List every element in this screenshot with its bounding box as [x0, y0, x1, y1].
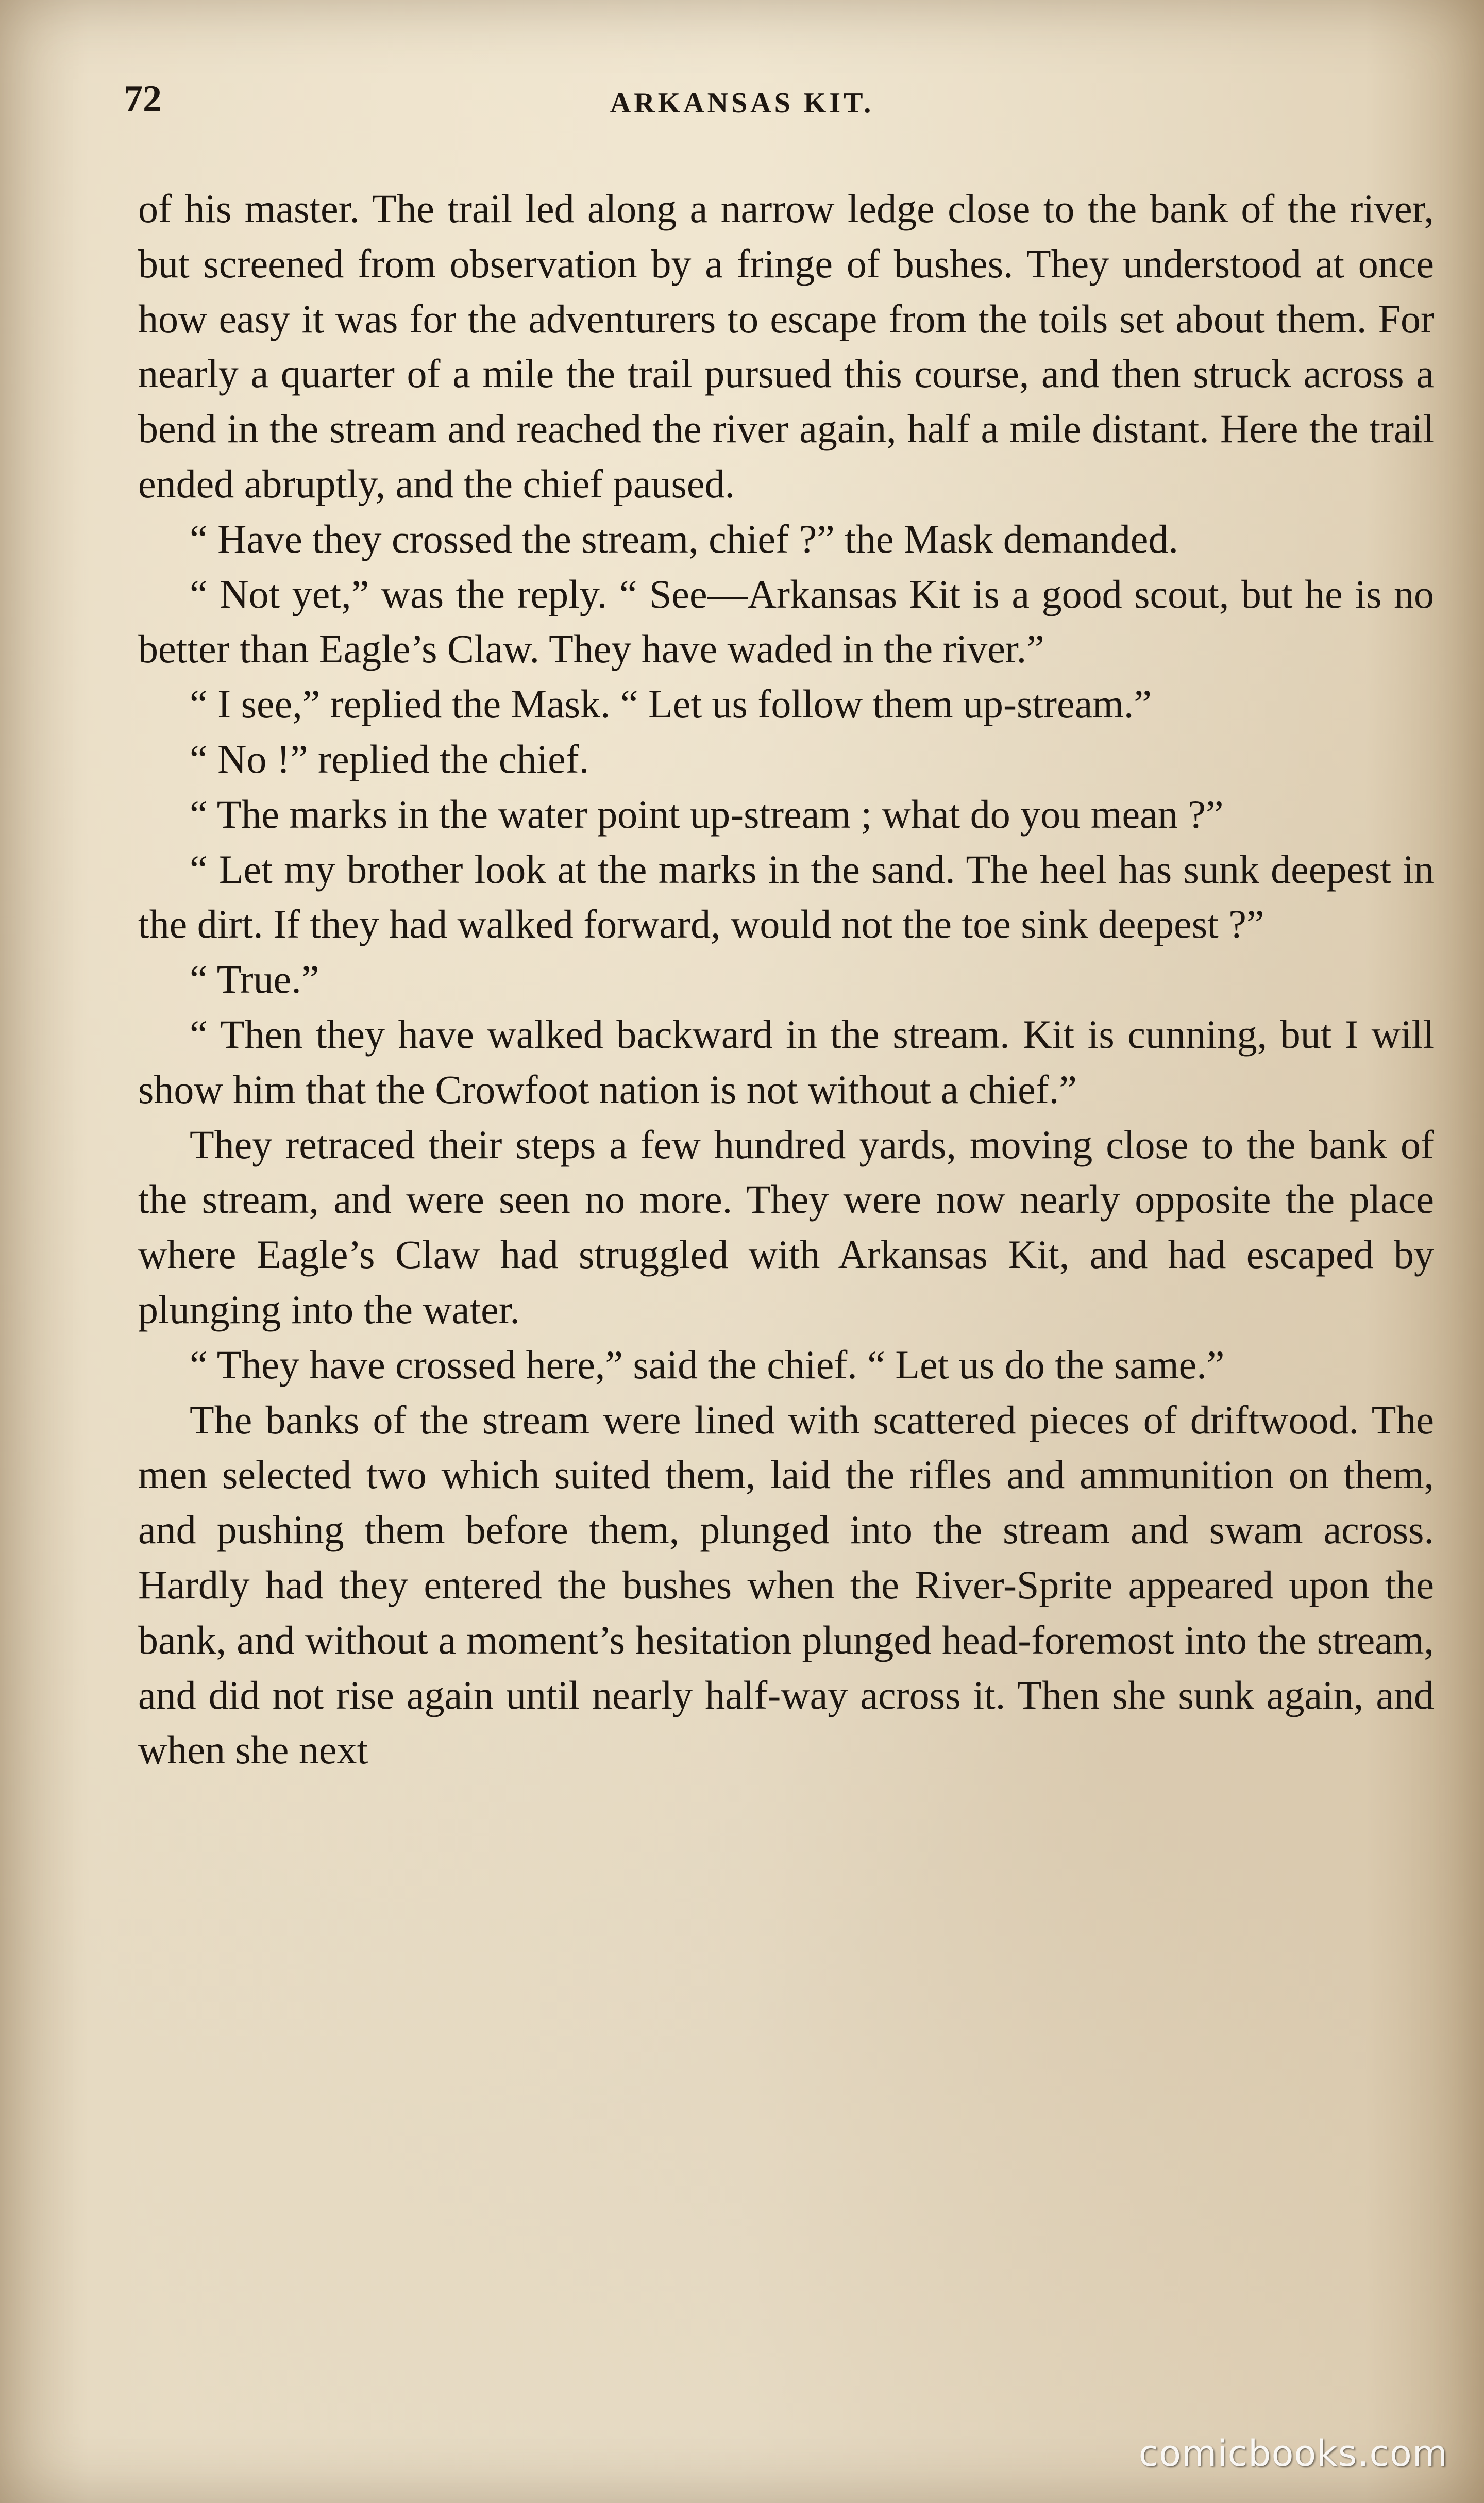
- running-head: ARKANSAS KIT.: [610, 87, 874, 119]
- paragraph: “ Not yet,” was the reply. “ See—Arkansas Kit is a good scout, but he is no better than Eagle’s Claw. They have waded in the river.”: [138, 571, 1434, 672]
- paragraph: They retraced their steps a few hundred yards, moving close to the bank of the stream, and were seen no more. They were now nearly opposite the place where Eagle’s Claw had struggled with Arkansas Kit, and had escaped by plunging into the water.: [138, 1122, 1434, 1332]
- paragraph: “ They have crossed here,” said the chief. “ Let us do the same.”: [190, 1342, 1225, 1387]
- page-number: 72: [124, 78, 162, 120]
- paragraph: “ Then they have walked backward in the stream. Kit is cunning, but I will show him that the Crowfoot nation is not without a chief.”: [138, 1011, 1434, 1112]
- body-text: [138, 181, 1434, 1778]
- page-header: [124, 77, 1360, 134]
- paragraph: “ True.”: [190, 957, 319, 1002]
- paragraph: “ I see,” replied the Mask. “ Let us follow them up-stream.”: [190, 681, 1152, 727]
- watermark: comicbooks.com: [1138, 2432, 1448, 2475]
- paragraph: “ No !” replied the chief.: [190, 736, 589, 781]
- paragraph: The banks of the stream were lined with scattered pieces of driftwood. The men selected two which suited them, laid the rifles and ammunition on them, and pushing them before them, plunged into the stream and swam across. Hardly had they entered the bushes when the River-Sprite appeared upon the bank, and without a moment’s hesitation plunged head-foremost into the stream, and did not rise again until nearly half-way across it. Then she sunk again, and when she next: [138, 1397, 1434, 1773]
- paragraph: “ The marks in the water point up-stream ; what do you mean ?”: [190, 791, 1224, 837]
- paragraph: “ Let my brother look at the marks in the sand. The heel has sunk deepest in the dirt. If they had walked forward, would not the toe sink deepest ?”: [138, 846, 1434, 947]
- paragraph: of his master. The trail led along a narrow ledge close to the bank of the river, but screened from observation by a fringe of bushes. They understood at once how easy it was for the adventurers to escape from the toils set about them. For nearly a quarter of a mile the trail pursued this course, and then struck across a bend in the stream and reached the river again, half a mile distant. Here the trail ended abruptly, and the chief paused.: [138, 186, 1434, 506]
- paragraph: “ Have they crossed the stream, chief ?” the Mask demanded.: [190, 516, 1178, 561]
